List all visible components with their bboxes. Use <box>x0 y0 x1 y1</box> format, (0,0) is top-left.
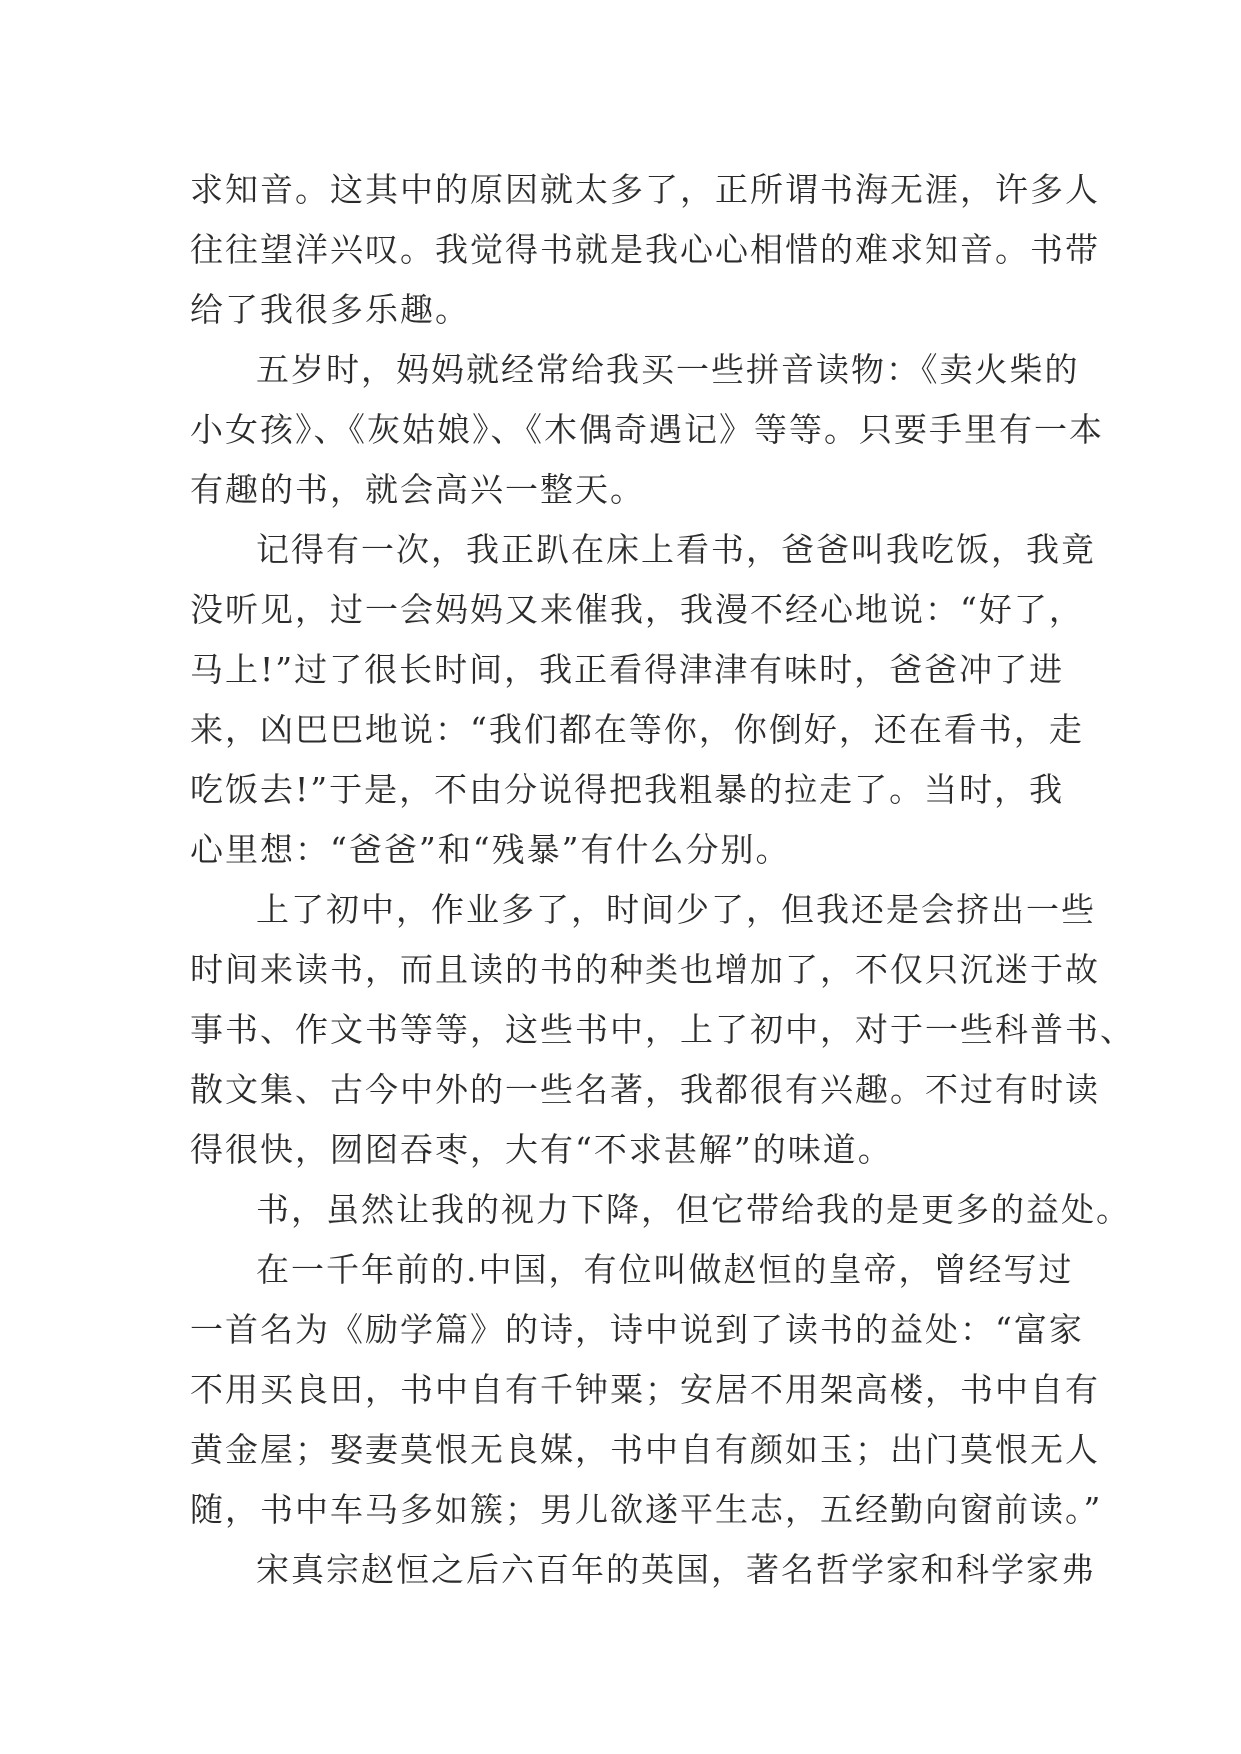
body-text <box>190 160 1135 1600</box>
text-line: 散文集、古今中外的一些名著，我都很有兴趣。不过有时读 <box>190 1070 1100 1109</box>
text-line: 吃饭去!”于是，不由分说得把我粗暴的拉走了。当时，我 <box>190 770 1065 809</box>
text-line: 有趣的书，就会高兴一整天。 <box>190 470 645 509</box>
paragraph-start-line: 宋真宗赵恒之后六百年的英国，著名哲学家和科学家弗 <box>256 1550 1096 1589</box>
text-line: 随，书中车马多如簇；男儿欲遂平生志，五经勤向窗前读。” <box>190 1490 1103 1529</box>
text-line: 事书、作文书等等，这些书中，上了初中，对于一些科普书、 <box>190 1010 1135 1049</box>
paragraph-start-line: 在一千年前的.中国，有位叫做赵恒的皇帝，曾经写过 <box>256 1250 1074 1289</box>
text-line: 小女孩》、《灰姑娘》、《木偶奇遇记》等等。只要手里有一本 <box>190 410 1104 449</box>
text-line: 一首名为《励学篇》的诗，诗中说到了读书的益处：“富家 <box>190 1310 1084 1349</box>
text-line: 马上!”过了很长时间，我正看得津津有味时，爸爸冲了进 <box>190 650 1065 689</box>
text-line: 时间来读书，而且读的书的种类也增加了，不仅只沉迷于故 <box>190 950 1100 989</box>
text-line: 往往望洋兴叹。我觉得书就是我心心相惜的难求知音。书带 <box>190 230 1100 269</box>
text-line: 给了我很多乐趣。 <box>190 290 470 329</box>
text-line: 心里想：“爸爸”和“残暴”有什么分别。 <box>190 830 791 869</box>
paragraph-start-line: 记得有一次，我正趴在床上看书，爸爸叫我吃饭，我竟 <box>256 530 1096 569</box>
text-line: 得很快，囫囵吞枣，大有“不求甚解”的味道。 <box>190 1130 893 1169</box>
paragraph-start-line: 五岁时，妈妈就经常给我买一些拼音读物：《卖火柴的 <box>256 350 1080 389</box>
text-line: 不用买良田，书中自有千钟粟；安居不用架高楼，书中自有 <box>190 1370 1100 1409</box>
paragraph-start-line: 书，虽然让我的视力下降，但它带给我的是更多的益处。 <box>256 1190 1131 1229</box>
text-line: 来，凶巴巴地说：“我们都在等你，你倒好，还在看书，走 <box>190 710 1084 749</box>
text-line: 没听见，过一会妈妈又来催我，我漫不经心地说：“好了， <box>190 590 1084 629</box>
text-line: 求知音。这其中的原因就太多了，正所谓书海无涯，许多人 <box>190 170 1100 209</box>
text-line: 黄金屋；娶妻莫恨无良媒，书中自有颜如玉；出门莫恨无人 <box>190 1430 1100 1469</box>
paragraph-start-line: 上了初中，作业多了，时间少了，但我还是会挤出一些 <box>256 890 1096 929</box>
